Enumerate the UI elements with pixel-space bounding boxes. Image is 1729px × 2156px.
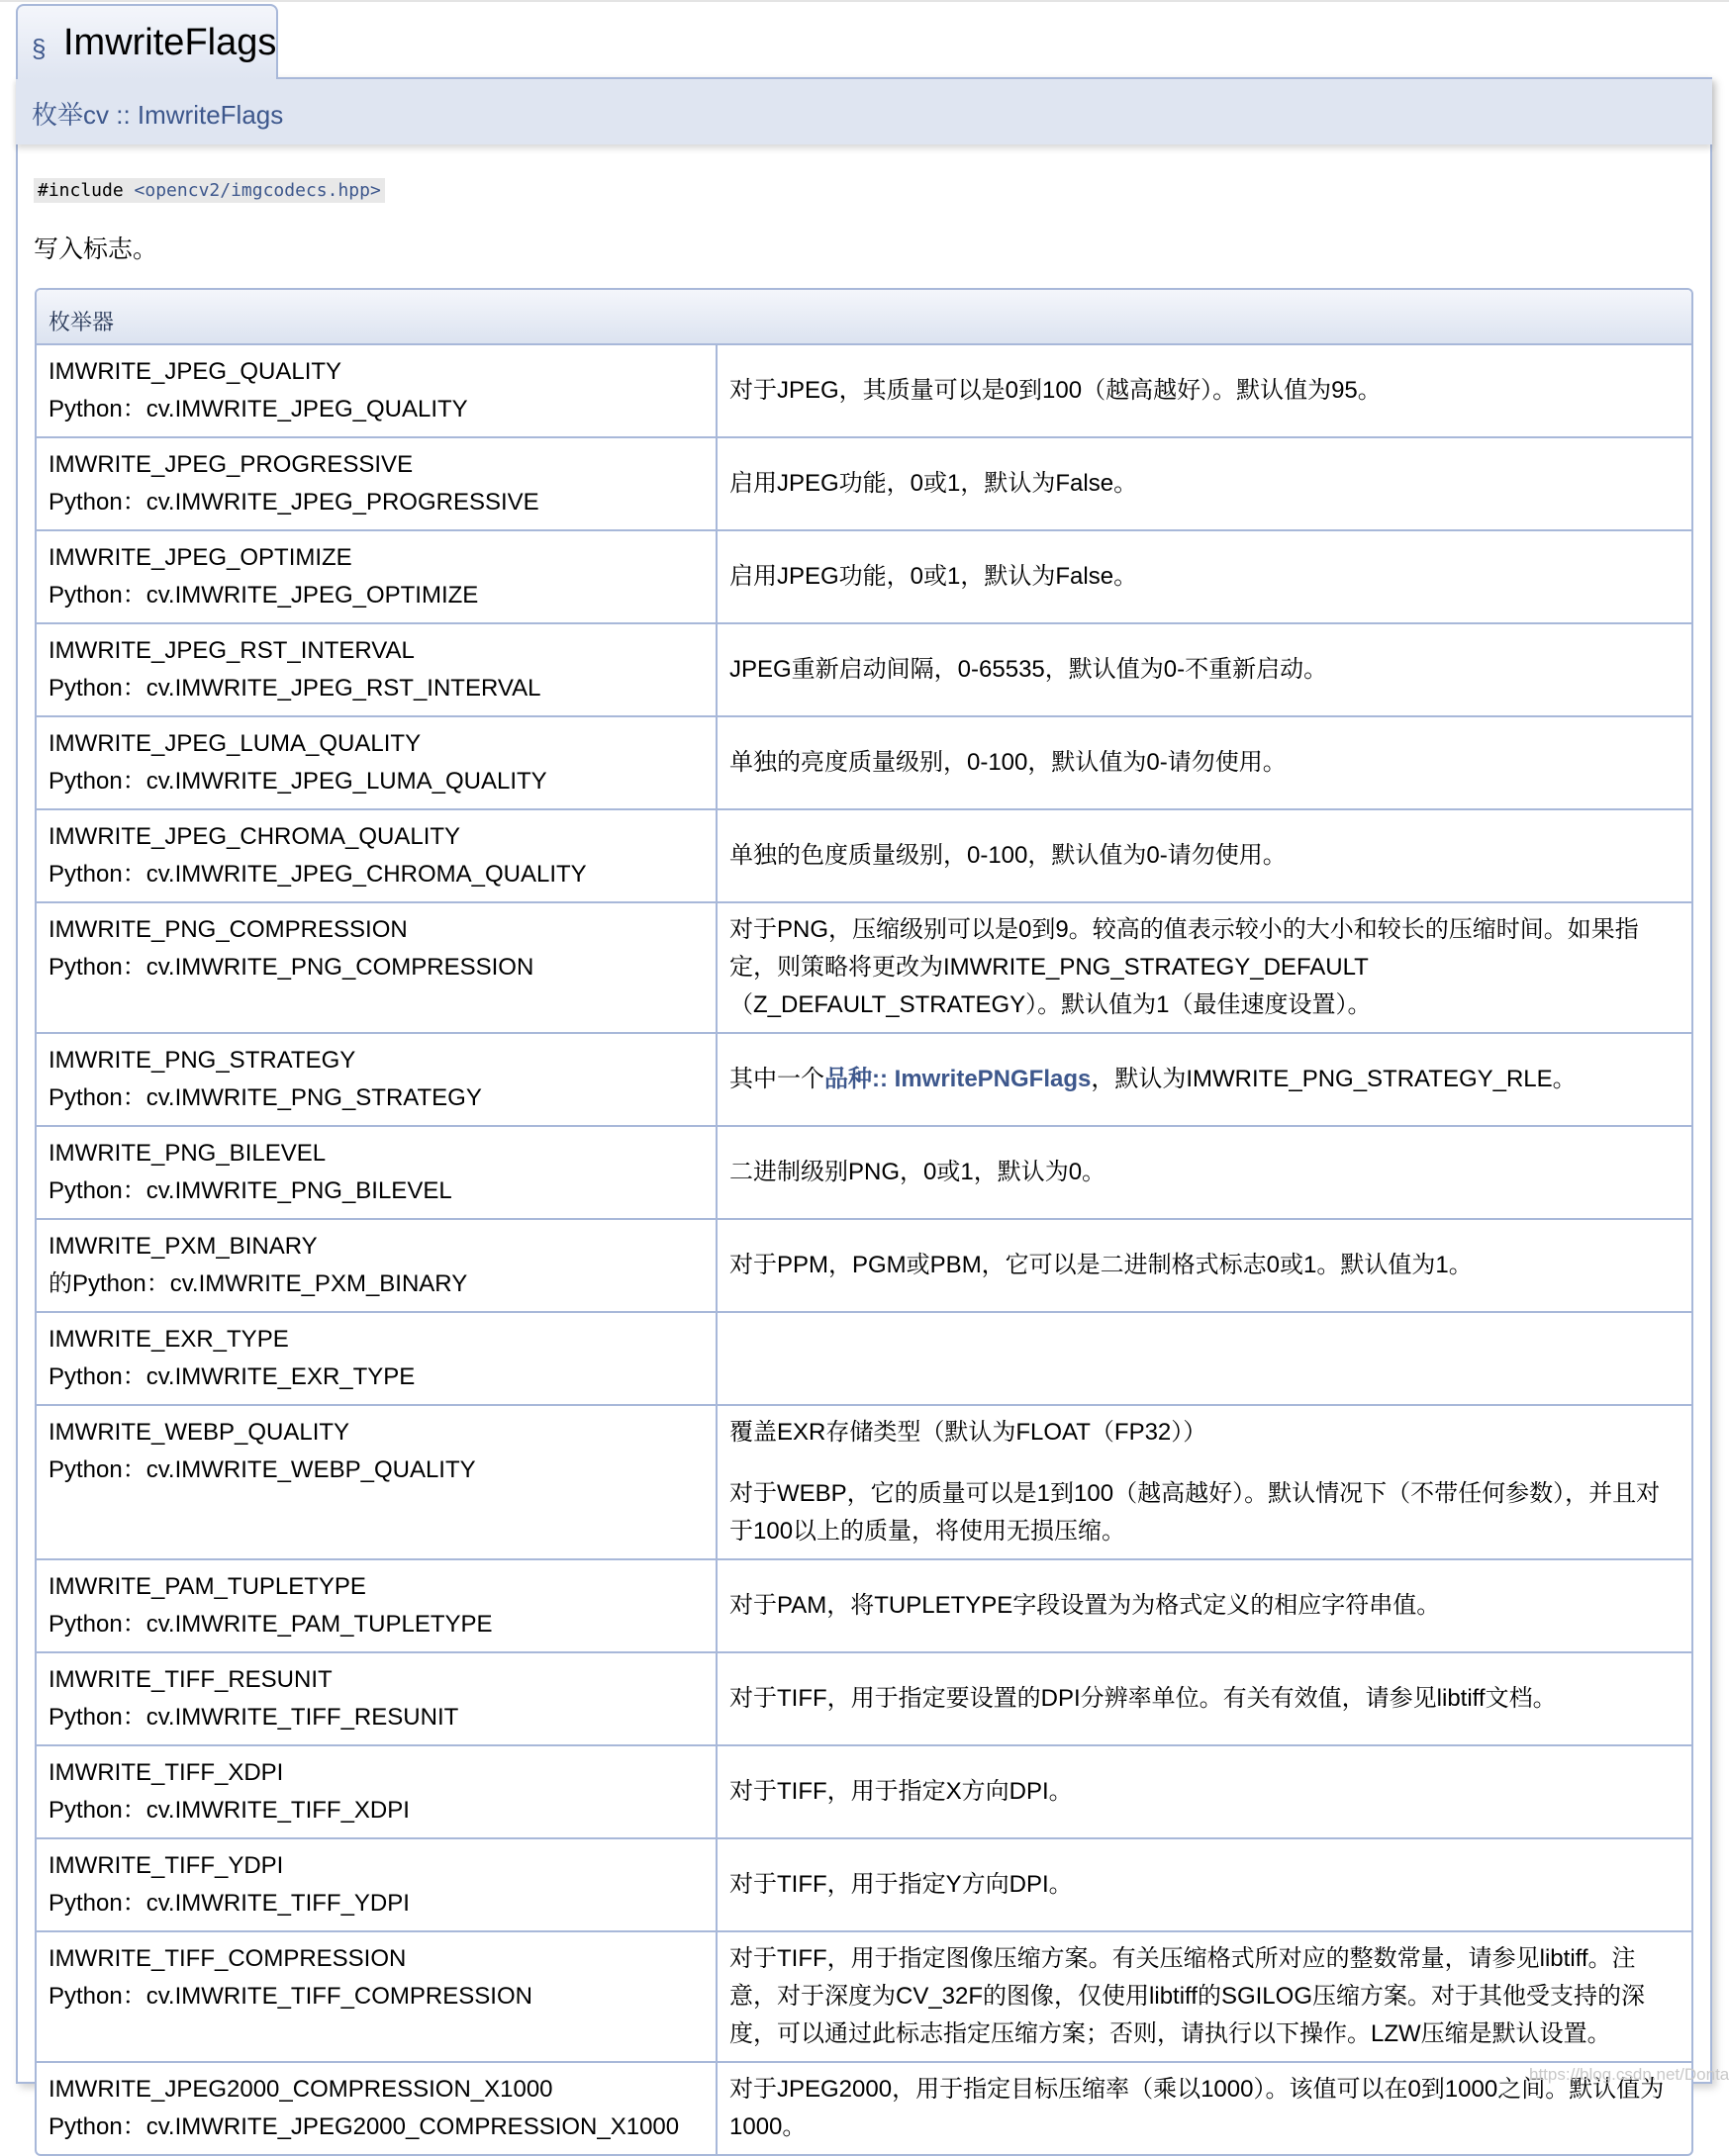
description-text: 对于TIFF，用于指定Y方向DPI。 [729, 1871, 1073, 1898]
description-text: 对于JPEG2000，用于指定目标压缩率（乘以1000）。该值可以在0到1000之间。默认值为1000。 [729, 2076, 1665, 2140]
enum-description-cell [718, 903, 1691, 1032]
enum-python-name: Python：cv.IMWRITE_JPEG_LUMA_QUALITY [48, 768, 547, 795]
enum-name-cell [37, 345, 718, 436]
enum-name-cell [37, 1313, 718, 1404]
enum-python-name: Python：cv.IMWRITE_WEBP_QUALITY [48, 1456, 476, 1483]
table-row [37, 1127, 1691, 1220]
enum-python-name: Python：cv.IMWRITE_TIFF_XDPI [48, 1797, 410, 1824]
enum-name: IMWRITE_TIFF_RESUNIT [48, 1666, 333, 1693]
description-prefix: 其中一个 [729, 1066, 824, 1092]
enum-name-cell [37, 1653, 718, 1744]
enum-name: IMWRITE_JPEG_PROGRESSIVE [48, 451, 414, 478]
description-suffix: ，默认为IMWRITE_PNG_STRATEGY_RLE。 [1091, 1066, 1577, 1092]
enum-description-cell [718, 1220, 1691, 1311]
table-row [37, 1839, 1691, 1932]
enum-python-name: Python：cv.IMWRITE_EXR_TYPE [48, 1363, 416, 1390]
table-row [37, 1560, 1691, 1653]
table-row [37, 717, 1691, 810]
table-row [37, 2063, 1691, 2154]
enum-name: IMWRITE_JPEG_LUMA_QUALITY [48, 730, 422, 757]
table-row [37, 1220, 1691, 1313]
enum-name: IMWRITE_PAM_TUPLETYPE [48, 1573, 366, 1600]
enum-description-cell [718, 1127, 1691, 1218]
table-header: 枚举器 [37, 290, 1691, 345]
enum-name: IMWRITE_PXM_BINARY [48, 1233, 318, 1260]
enum-name: IMWRITE_JPEG_QUALITY [48, 358, 342, 385]
table-row [37, 1653, 1691, 1746]
enum-python-name: Python：cv.IMWRITE_JPEG2000_COMPRESSION_X1000 [48, 2113, 680, 2140]
enum-description-cell [718, 438, 1691, 529]
table-row [37, 624, 1691, 717]
enum-name: IMWRITE_PNG_COMPRESSION [48, 916, 408, 943]
enum-name-cell [37, 1220, 718, 1311]
enum-name-cell [37, 624, 718, 715]
enum-name-cell [37, 1560, 718, 1651]
enum-name: IMWRITE_JPEG2000_COMPRESSION_X1000 [48, 2076, 553, 2103]
enum-python-name: Python：cv.IMWRITE_PNG_BILEVEL [48, 1177, 452, 1204]
enum-python-name: Python：cv.IMWRITE_TIFF_RESUNIT [48, 1704, 459, 1731]
enum-description-cell [718, 717, 1691, 808]
description-text: 对于TIFF，用于指定要设置的DPI分辨率单位。有关有效值，请参见libtiff文档。 [729, 1685, 1557, 1712]
enum-name-cell [37, 2063, 718, 2154]
description-text: JPEG重新启动间隔，0-65535，默认值为0-不重新启动。 [729, 656, 1328, 683]
description-text: 二进制级别PNG，0或1，默认为0。 [729, 1159, 1106, 1185]
enum-name: IMWRITE_JPEG_CHROMA_QUALITY [48, 823, 461, 850]
enum-name: IMWRITE_EXR_TYPE [48, 1326, 289, 1353]
enum-python-name: Python：cv.IMWRITE_JPEG_RST_INTERVAL [48, 675, 541, 702]
description-text: 对于PPM，PGM或PBM，它可以是二进制格式标志0或1。默认值为1。 [729, 1252, 1473, 1278]
enum-name-cell [37, 1839, 718, 1930]
table-row [37, 345, 1691, 438]
enum-name: IMWRITE_TIFF_COMPRESSION [48, 1945, 407, 1972]
description-text: 对于PNG，压缩级别可以是0到9。较高的值表示较小的大小和较长的压缩时间。如果指定，则策略将更改为IMWRITE_PNG_STRATEGY_DEFAULT（Z_DEFAULT_STRATEGY）。默认值为1（最佳速度设置）。 [729, 916, 1639, 1018]
description-text: 启用JPEG功能，0或1，默认为False。 [729, 563, 1138, 590]
enum-name-cell [37, 903, 718, 1032]
enum-name: IMWRITE_TIFF_XDPI [48, 1759, 284, 1786]
table-row [37, 1746, 1691, 1839]
description-text: 对于TIFF，用于指定图像压缩方案。有关压缩格式所对应的整数常量，请参见libtiff。注意，对于深度为CV_32F的图像，仅使用libtiff的SGILOG压缩方案。对于其他受支持的深度，可以通过此标志指定压缩方案；否则，请执行以下操作。LZW压缩是默认设置。 [729, 1945, 1645, 2047]
description-text: 单独的色度质量级别，0-100，默认值为0-请勿使用。 [729, 842, 1287, 869]
member-title-tab [16, 4, 278, 79]
enum-description-cell [718, 810, 1691, 901]
enum-description-cell [718, 1932, 1691, 2061]
description-text: 对于WEBP，它的质量可以是1到100（越高越好）。默认情况下（不带任何参数），并且对于100以上的质量，将使用无损压缩。 [729, 1480, 1661, 1545]
table-row [37, 531, 1691, 624]
include-line [34, 178, 385, 203]
watermark: https://blog.csdn.net/Donta [1529, 2065, 1729, 2084]
enum-python-name: Python：cv.IMWRITE_TIFF_YDPI [48, 1890, 410, 1917]
enum-name: IMWRITE_TIFF_YDPI [48, 1852, 284, 1879]
enum-python-name: Python：cv.IMWRITE_PAM_TUPLETYPE [48, 1611, 493, 1638]
enum-name: IMWRITE_WEBP_QUALITY [48, 1419, 350, 1446]
enum-name-cell [37, 1406, 718, 1558]
enum-name-cell [37, 438, 718, 529]
enum-name: IMWRITE_PNG_STRATEGY [48, 1047, 356, 1074]
enum-name-cell [37, 810, 718, 901]
enum-description-cell [718, 624, 1691, 715]
table-row [37, 1034, 1691, 1127]
include-directive: #include [38, 180, 135, 201]
anchor-link[interactable]: § [32, 34, 47, 63]
description-text: 对于TIFF，用于指定X方向DPI。 [729, 1778, 1073, 1805]
enum-python-name: Python：cv.IMWRITE_JPEG_PROGRESSIVE [48, 489, 539, 516]
brief-description: 写入标志。 [34, 235, 158, 263]
enum-python-name: Python：cv.IMWRITE_PNG_STRATEGY [48, 1084, 482, 1111]
enum-description-cell [718, 1839, 1691, 1930]
enum-description-cell [718, 531, 1691, 622]
enum-name: IMWRITE_JPEG_OPTIMIZE [48, 544, 352, 571]
enum-python-name: 的Python：cv.IMWRITE_PXM_BINARY [48, 1270, 468, 1297]
enum-name-cell [37, 717, 718, 808]
enum-python-name: Python：cv.IMWRITE_TIFF_COMPRESSION [48, 1983, 532, 2010]
table-row [37, 1932, 1691, 2063]
table-row [37, 903, 1691, 1034]
enum-name-cell [37, 1746, 718, 1837]
enumerator-table [35, 288, 1693, 2156]
description-text: 覆盖EXR存储类型（默认为FLOAT（FP32）） [729, 1419, 1207, 1446]
enum-description-cell [718, 1653, 1691, 1744]
enum-name-cell [37, 1034, 718, 1125]
table-row [37, 1406, 1691, 1560]
enum-python-name: Python：cv.IMWRITE_JPEG_OPTIMIZE [48, 582, 479, 609]
enum-python-name: Python：cv.IMWRITE_PNG_COMPRESSION [48, 954, 534, 981]
enum-name-cell [37, 531, 718, 622]
table-row [37, 810, 1691, 903]
enum-python-name: Python：cv.IMWRITE_JPEG_QUALITY [48, 396, 468, 422]
prototype-bar [16, 77, 1712, 144]
enum-name-cell [37, 1932, 718, 2061]
enum-description-cell [718, 1034, 1691, 1125]
description-text: 启用JPEG功能，0或1，默认为False。 [729, 470, 1138, 497]
enum-name: IMWRITE_JPEG_RST_INTERVAL [48, 637, 415, 664]
enum-type-link[interactable]: 品种:: ImwritePNGFlags [824, 1066, 1092, 1092]
description-text: 单独的亮度质量级别，0-100，默认值为0-请勿使用。 [729, 749, 1287, 776]
enum-description-cell [718, 1560, 1691, 1651]
prototype-text: 枚举cv :: ImwriteFlags [32, 100, 284, 130]
description-text: 对于JPEG，其质量可以是0到100（越高越好）。默认值为95。 [729, 377, 1382, 404]
description-text: 对于PAM，将TUPLETYPE字段设置为为格式定义的相应字符串值。 [729, 1592, 1441, 1619]
enum-python-name: Python：cv.IMWRITE_JPEG_CHROMA_QUALITY [48, 861, 587, 888]
enum-description-cell [718, 1313, 1691, 1404]
enum-name-cell [37, 1127, 718, 1218]
table-row [37, 1313, 1691, 1406]
top-border [0, 0, 1729, 2]
table-row [37, 438, 1691, 531]
enum-description-cell [718, 1746, 1691, 1837]
page-title: ImwriteFlags [63, 22, 277, 63]
enum-name: IMWRITE_PNG_BILEVEL [48, 1140, 327, 1167]
enum-description-cell [718, 345, 1691, 436]
include-file-link[interactable]: <opencv2/imgcodecs.hpp> [134, 180, 381, 201]
description-text [729, 1061, 1680, 1098]
enum-description-cell [718, 1406, 1691, 1558]
